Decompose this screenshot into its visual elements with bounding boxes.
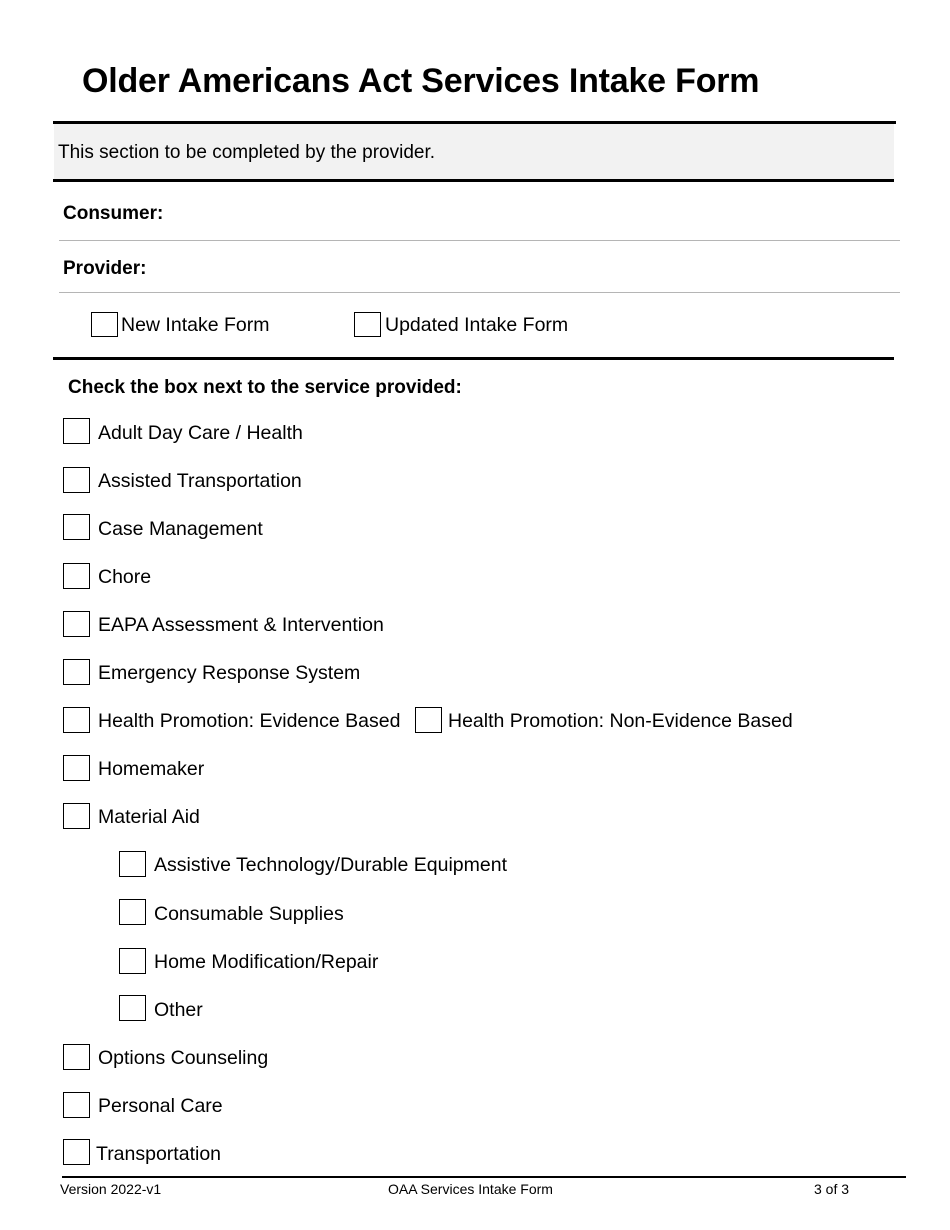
footer-page-number: 3 of 3 [814,1181,850,1197]
consumer-label: Consumer: [63,203,164,224]
divider [53,179,894,182]
service-checkbox-assistive-technology[interactable] [119,851,146,877]
service-label: Health Promotion: Non-Evidence Based [448,710,793,732]
services-heading: Check the box next to the service provided: [68,377,462,398]
service-label: Assisted Transportation [98,470,302,492]
service-checkbox-home-modification[interactable] [119,948,146,974]
service-label: Chore [98,566,152,588]
service-label: Transportation [96,1143,222,1165]
divider [53,357,894,360]
service-label: Adult Day Care / Health [98,422,303,444]
footer-form-name: OAA Services Intake Form [388,1181,553,1197]
new-intake-checkbox[interactable] [91,312,118,337]
consumer-field[interactable] [59,240,900,241]
provider-label: Provider: [63,258,147,279]
divider [53,121,896,124]
service-label: Case Management [98,518,263,540]
service-label: EAPA Assessment & Intervention [98,614,384,636]
service-checkbox-adult-day-care[interactable] [63,418,90,444]
service-checkbox-health-promotion-non-evidence[interactable] [415,707,442,733]
service-checkbox-options-counseling[interactable] [63,1044,90,1070]
service-label: Home Modification/Repair [154,951,379,973]
service-checkbox-health-promotion-evidence[interactable] [63,707,90,733]
service-label: Emergency Response System [98,662,361,684]
service-label: Material Aid [98,806,200,828]
service-checkbox-transportation[interactable] [63,1139,90,1165]
service-checkbox-assisted-transportation[interactable] [63,467,90,493]
service-checkbox-eapa[interactable] [63,611,90,637]
service-label: Personal Care [98,1095,223,1117]
service-label: Options Counseling [98,1047,269,1069]
updated-intake-checkbox[interactable] [354,312,381,337]
service-checkbox-homemaker[interactable] [63,755,90,781]
service-label: Assistive Technology/Durable Equipment [154,854,507,876]
service-label: Consumable Supplies [154,903,344,925]
service-checkbox-consumable-supplies[interactable] [119,899,146,925]
service-label: Other [154,999,203,1021]
service-label: Health Promotion: Evidence Based [98,710,401,732]
new-intake-label: New Intake Form [121,314,270,336]
service-checkbox-personal-care[interactable] [63,1092,90,1118]
footer-divider [62,1176,906,1178]
provider-note: This section to be completed by the provider. [58,142,436,163]
service-checkbox-case-management[interactable] [63,514,90,540]
updated-intake-label: Updated Intake Form [385,314,569,336]
service-checkbox-chore[interactable] [63,563,90,589]
provider-field[interactable] [59,292,900,293]
footer-version: Version 2022-v1 [60,1181,162,1197]
service-checkbox-emergency-response[interactable] [63,659,90,685]
service-checkbox-other[interactable] [119,995,146,1021]
service-label: Homemaker [98,758,205,780]
page-title: Older Americans Act Services Intake Form [82,62,760,100]
service-checkbox-material-aid[interactable] [63,803,90,829]
